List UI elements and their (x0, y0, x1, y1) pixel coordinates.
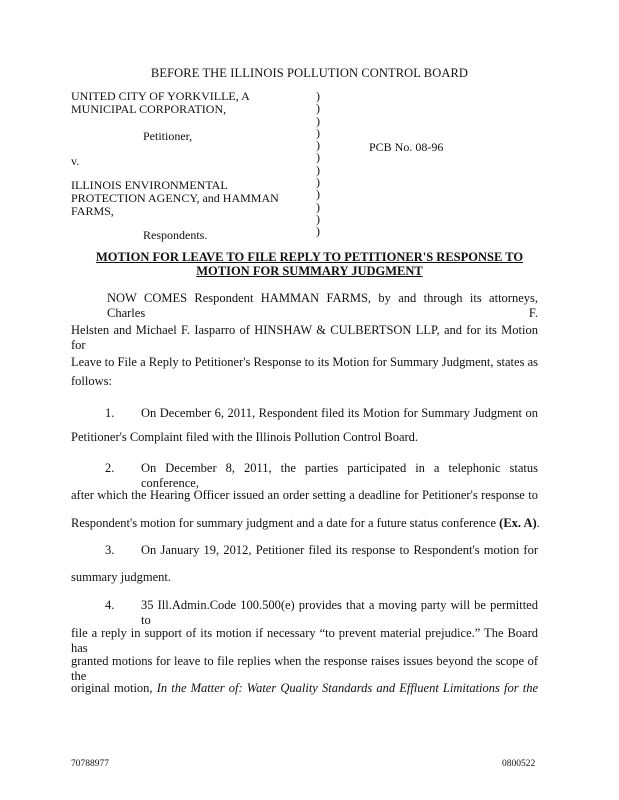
paren: ) (316, 224, 320, 239)
paragraph-2-line-3-text: Respondent's motion for summary judgment and a date for a future status conference (71, 516, 497, 530)
paragraph-4-line-3: granted motions for leave to file replies when the response raises issues beyond the scope of the (71, 654, 538, 683)
paragraph-3-line-2: summary judgment. (71, 570, 171, 584)
intro-line-2: Helsten and Michael F. Iasparro of HINSHAW & CULBERTSON LLP, and for its Motion for (71, 323, 538, 352)
paren: ) (316, 113, 320, 128)
paragraph-3-line-1: On January 19, 2012, Petitioner filed its response to Respondent's motion for (141, 543, 538, 557)
intro-line-4: follows: (71, 374, 112, 388)
respondent-line2: PROTECTION AGENCY, and HAMMAN (71, 191, 279, 205)
motion-title (0, 250, 619, 278)
motion-title-line2: MOTION FOR SUMMARY JUDGMENT (196, 264, 423, 278)
case-number: PCB No. 08-96 (369, 140, 444, 154)
paragraph-2-line-2: after which the Hearing Officer issued an order setting a deadline for Petitioner's response to (71, 488, 538, 502)
case-caption (71, 90, 311, 242)
caption-parentheses (316, 90, 320, 238)
paragraph-4-line-4-text: original motion, (71, 681, 153, 695)
paren: ) (316, 125, 320, 140)
paren: ) (316, 150, 320, 165)
paren: ) (316, 199, 320, 214)
respondents-label: Respondents. (143, 228, 208, 242)
board-heading: BEFORE THE ILLINOIS POLLUTION CONTROL BOARD (150, 66, 469, 80)
paren: ) (316, 175, 320, 190)
sentence-end: . (536, 516, 540, 530)
paren: ) (316, 211, 320, 226)
exhibit-reference: (Ex. A) (499, 516, 537, 530)
case-citation: In the Matter of: Water Quality Standards and Effluent Limitations for the (156, 681, 538, 695)
document-id: 70788977 (71, 759, 109, 769)
paren: ) (316, 89, 320, 103)
petitioner-label: Petitioner, (143, 129, 193, 143)
document-code: 0800522 (502, 759, 536, 769)
paragraph-4-line-2: file a reply in support of its motion if necessary “to prevent material prejudice.” The Board has (71, 626, 538, 655)
paren: ) (316, 187, 320, 202)
paren: ) (316, 101, 320, 116)
paragraph-2-line-1: On December 8, 2011, the parties participated in a telephonic status conference, (141, 461, 538, 490)
paragraph-4-line-1: 35 Ill.Admin.Code 100.500(e) provides that a moving party will be permitted to (141, 598, 538, 627)
paragraph-number: 4. (105, 598, 115, 612)
paragraph-1-line-1: On December 6, 2011, Respondent filed its Motion for Summary Judgment on (141, 406, 538, 420)
motion-title-line1: MOTION FOR LEAVE TO FILE REPLY TO PETITIONER'S RESPONSE TO (95, 250, 524, 264)
petitioner-name-line1: UNITED CITY OF YORKVILLE, A (71, 89, 250, 103)
paragraph-number: 1. (105, 406, 115, 420)
paragraph-1-line-2: Petitioner's Complaint filed with the Illinois Pollution Control Board. (71, 430, 419, 444)
paragraph-2-line-3 (71, 516, 538, 531)
paren: ) (316, 138, 320, 153)
respondent-line1: ILLINOIS ENVIRONMENTAL (71, 178, 228, 192)
intro-line-3: Leave to File a Reply to Petitioner's Response to its Motion for Summary Judgment, states as (71, 355, 538, 369)
paragraph-number: 3. (105, 543, 115, 557)
paren: ) (316, 162, 320, 177)
paragraph-4-line-4 (71, 681, 538, 696)
paragraph-number: 2. (105, 461, 115, 475)
intro-line-1: NOW COMES Respondent HAMMAN FARMS, by and through its attorneys, Charles F. (107, 291, 538, 320)
versus-label: v. (71, 154, 80, 168)
respondent-line3: FARMS, (71, 204, 114, 218)
petitioner-name-line2: MUNICIPAL CORPORATION, (71, 102, 227, 116)
